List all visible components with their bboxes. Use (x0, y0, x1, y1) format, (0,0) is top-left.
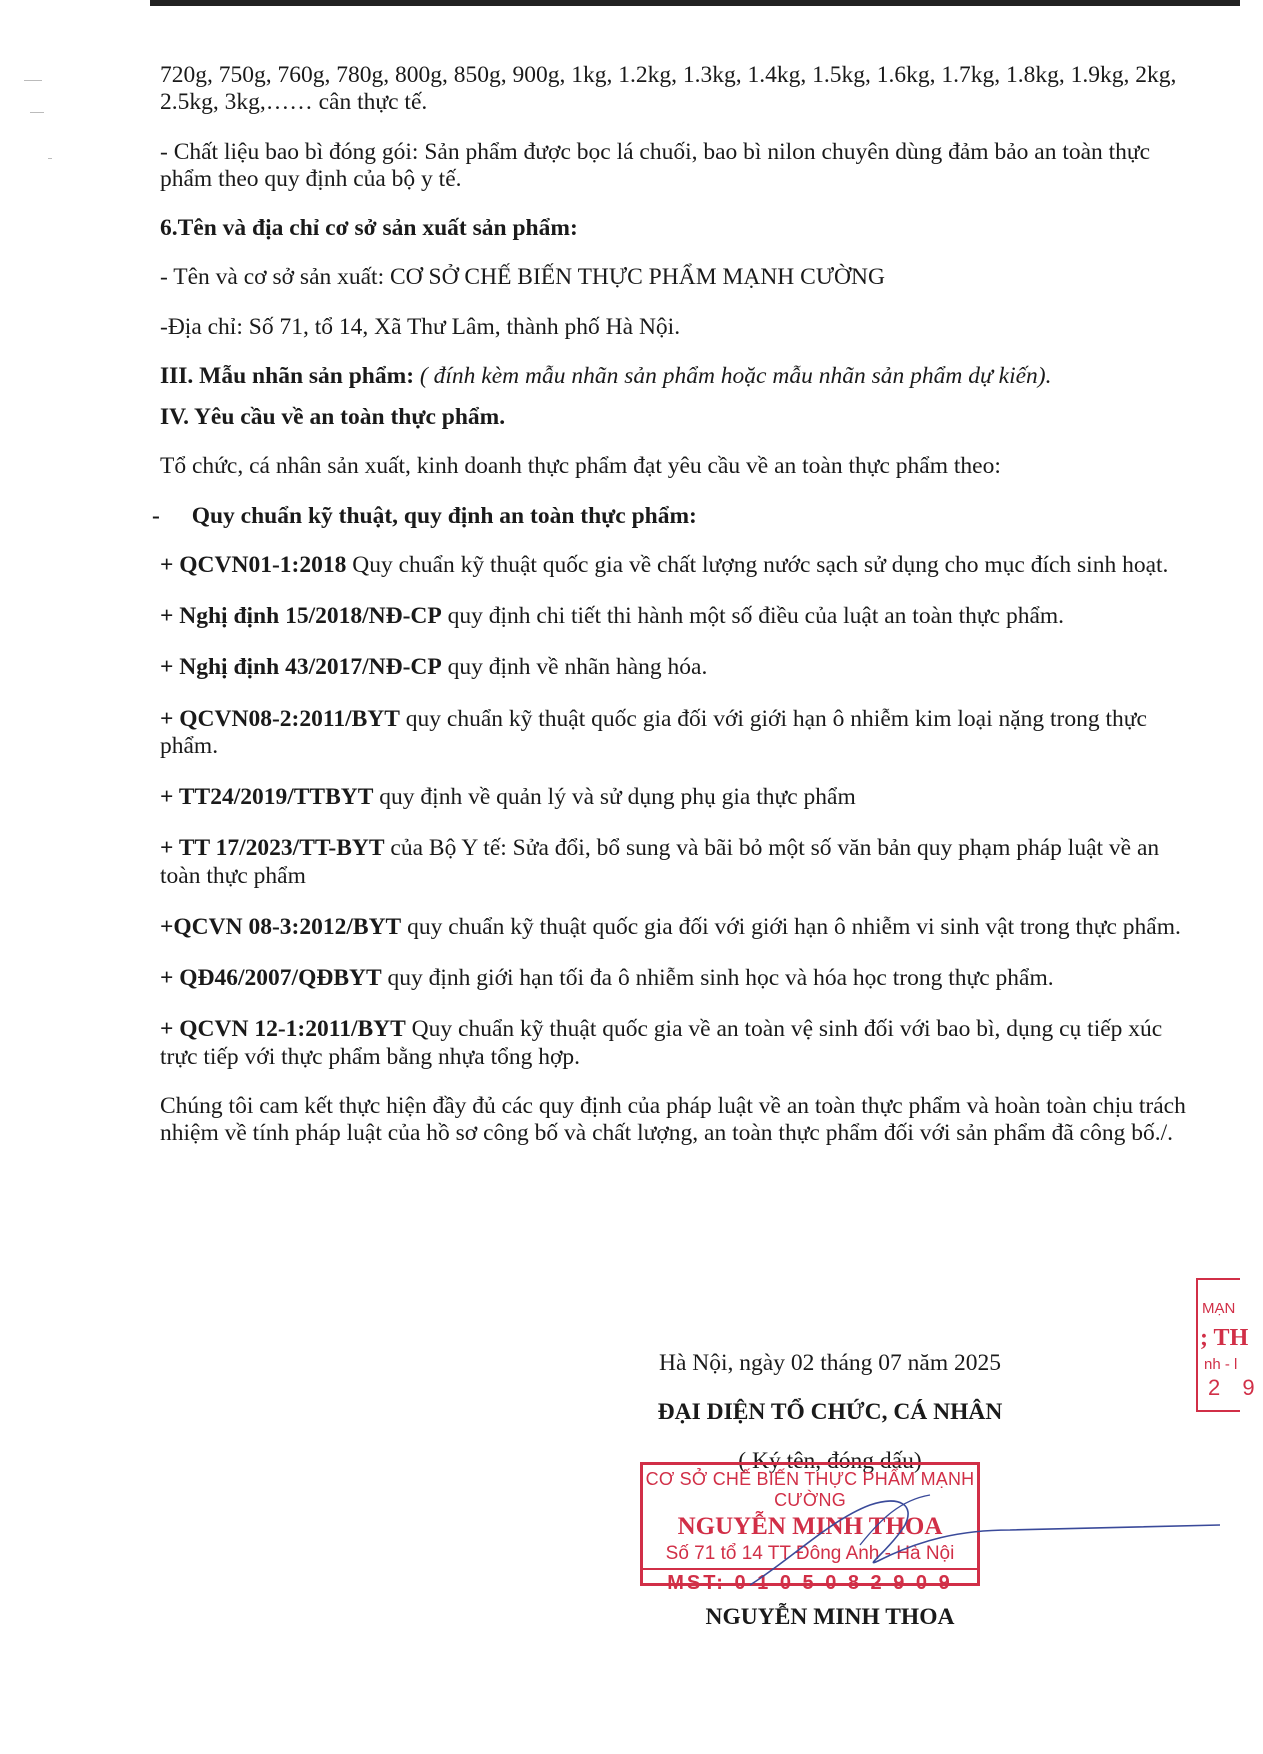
standard-item (160, 1016, 1200, 1071)
packaging-material: - Chất liệu bao bì đóng gói: Sản phẩm được bọc lá chuối, bao bì nilon chuyên dùng đảm bảo an toàn thực phẩm theo quy định của bộ y tế. (160, 138, 1151, 192)
section-3-heading: III. Mẫu nhãn sản phẩm: (160, 362, 415, 389)
standard-text: quy định chi tiết thi hành một số điều của luật an toàn thực phẩm. (441, 603, 1065, 629)
signatory-name: NGUYỄN MINH THOA (705, 1604, 955, 1630)
standard-text: Quy chuẩn kỹ thuật quốc gia về an toàn vệ sinh đối với bao bì, dụng cụ tiếp xúc trực tiếp với thực phẩm bằng nhựa tổng hợp. (160, 1016, 1163, 1070)
stamp-company-name: CƠ SỞ CHẾ BIẾN THỰC PHẨM MẠNH CƯỜNG (645, 1469, 975, 1510)
standard-code: + Nghị định 43/2017/NĐ-CP (160, 654, 442, 681)
standards-list (160, 552, 1200, 1071)
standard-item (160, 784, 1200, 811)
standard-text: Quy chuẩn kỹ thuật quốc gia về chất lượng nước sạch sử dụng cho mục đích sinh hoạt. (346, 551, 1169, 578)
standard-item (160, 654, 1200, 681)
standard-item (160, 965, 1200, 992)
producer-name: - Tên và cơ sở sản xuất: CƠ SỞ CHẾ BIẾN THỰC PHẨM MẠNH CƯỜNG (160, 264, 885, 291)
date-line: Hà Nội, ngày 02 tháng 07 năm 2025 (658, 1350, 1001, 1376)
standard-text: của Bộ Y tế: Sửa đổi, bổ sung và bãi bỏ một số văn bản quy phạm pháp luật về an toàn thực phẩm (160, 835, 1160, 889)
standard-code: + QCVN01-1:2018 (160, 551, 347, 578)
standard-item (160, 603, 1200, 630)
section-4-heading: IV. Yêu cầu về an toàn thực phẩm. (160, 404, 506, 430)
commitment-paragraph: Chúng tôi cam kết thực hiện đầy đủ các quy định của pháp luật về an toàn thực phẩm và hoàn toàn chịu trách nhiệm về tính pháp luật của hồ sơ công bố và chất lượng, an toàn thực phẩm đối với sản phẩm đã công bố./. (160, 1092, 1186, 1146)
producer-address: -Địa chỉ: Số 71, tổ 14, Xã Thư Lâm, thành phố Hà Nội. (160, 313, 681, 340)
standard-item (160, 835, 1200, 890)
standard-text: quy định về nhãn hàng hóa. (441, 654, 708, 681)
standard-text: quy chuẩn kỹ thuật quốc gia đối với giới hạn ô nhiễm vi sinh vật trong thực phẩm. (401, 913, 1181, 940)
section-3-line (160, 363, 1200, 390)
sign-instruction: ( Ký tên, đóng dấu) (738, 1448, 922, 1474)
standard-code: + QCVN08-2:2011/BYT (160, 705, 400, 732)
stamp-address: Số 71 tổ 14 TT Đông Anh - Hà Nội (665, 1543, 955, 1564)
standard-text: quy định giới hạn tối đa ô nhiễm sinh học và hóa học trong thực phẩm. (381, 965, 1054, 991)
company-stamp (640, 1462, 980, 1594)
standard-code: + QĐ46/2007/QĐBYT (160, 965, 382, 991)
side-stamp-line: nh - l (1204, 1356, 1238, 1373)
standard-code: + TT 17/2023/TT-BYT (160, 835, 385, 862)
standard-text: quy định về quản lý và sử dụng phụ gia thực phẩm (373, 784, 856, 810)
standard-item (160, 706, 1200, 761)
standard-code: +QCVN 08-3:2012/BYT (160, 913, 402, 940)
requirements-intro: Tổ chức, cá nhân sản xuất, kinh doanh thực phẩm đạt yêu cầu về an toàn thực phẩm theo: (160, 453, 1001, 480)
side-stamp-line: MẠN (1202, 1300, 1236, 1317)
top-border-line (150, 0, 1240, 6)
side-stamp-line: ; TH (1200, 1325, 1249, 1351)
weights-list: 720g, 750g, 760g, 780g, 800g, 850g, 900g, 1kg, 1.2kg, 1.3kg, 1.4kg, 1.5kg, 1.6kg, 1.7kg, 1.8kg, 1.9kg, 2kg, 2.5kg, 3kg,…… cân thực tế. (160, 62, 1177, 116)
document-body (152, 62, 1200, 1169)
standard-item (160, 552, 1200, 579)
section-3-note: ( đính kèm mẫu nhãn sản phẩm hoặc mẫu nhãn sản phẩm dự kiến). (419, 362, 1052, 389)
partial-side-stamp (1196, 1278, 1263, 1412)
side-stamp-line: 2 9 (1208, 1375, 1263, 1400)
standard-code: + QCVN 12-1:2011/BYT (160, 1016, 406, 1043)
section-6-heading: 6.Tên và địa chỉ cơ sở sản xuất sản phẩm: (160, 215, 578, 241)
standards-subheading-line (152, 503, 1200, 530)
standard-item (160, 914, 1200, 941)
standards-subheading: Quy chuẩn kỹ thuật, quy định an toàn thực phẩm: (191, 502, 697, 529)
bullet-dash: - (152, 502, 160, 529)
standard-code: + Nghị định 15/2018/NĐ-CP (160, 603, 442, 629)
stamp-owner-name: NGUYỄN MINH THOA (677, 1513, 943, 1540)
representative-role: ĐẠI DIỆN TỔ CHỨC, CÁ NHÂN (657, 1399, 1003, 1425)
standard-code: + TT24/2019/TTBYT (160, 784, 374, 810)
stamp-tax-code: MST: 0 1 0 5 0 8 2 9 0 9 (643, 1568, 977, 1595)
standard-text: quy chuẩn kỹ thuật quốc gia đối với giới hạn ô nhiễm kim loại nặng trong thực phẩm. (160, 705, 1147, 759)
